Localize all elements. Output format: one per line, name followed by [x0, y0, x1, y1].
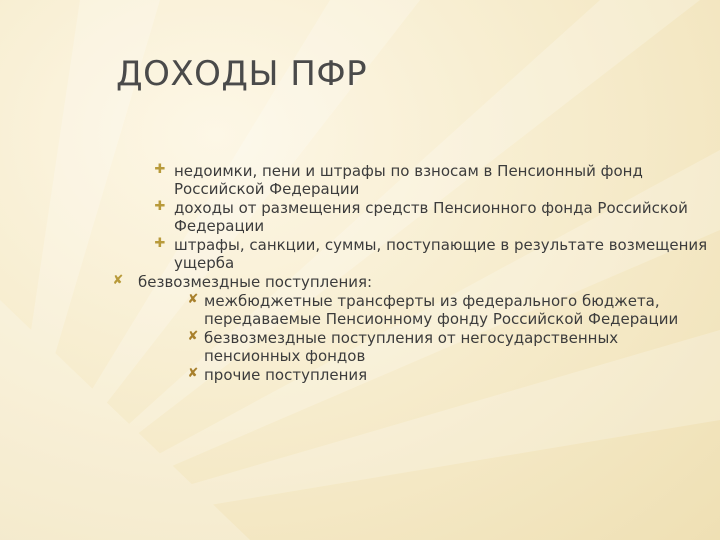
- income-list-level1: [108, 273, 708, 291]
- list-item-text: безвозмездные поступления:: [138, 273, 373, 291]
- list-item: [187, 292, 708, 328]
- list-item-text: штрафы, санкции, суммы, поступающие в результате возмещения ущерба: [174, 236, 708, 272]
- list-item: [154, 236, 708, 272]
- plus-icon: ✚: [154, 162, 166, 177]
- list-item-text: безвозмездные поступления от негосударственных пенсионных фондов: [204, 329, 619, 365]
- list-item: [154, 199, 708, 235]
- slide-title: ДОХОДЫ ПФР: [116, 54, 368, 94]
- list-item: [112, 273, 708, 291]
- cross-icon: ✘: [187, 292, 199, 307]
- list-item-text: прочие поступления: [204, 366, 368, 384]
- list-item: [187, 329, 708, 365]
- income-list-level2: [108, 162, 708, 272]
- income-list-level3: [108, 292, 708, 384]
- cross-icon: ✘: [187, 366, 199, 381]
- list-item-text: недоимки, пени и штрафы по взносам в Пенсионный фонд Российской Федерации: [174, 162, 643, 198]
- list-item-text: межбюджетные трансферты из федерального бюджета, передаваемые Пенсионному фонду Российской Федерации: [204, 292, 679, 328]
- plus-icon: ✚: [154, 236, 166, 251]
- slide-content: [108, 162, 708, 385]
- list-item: [187, 366, 708, 384]
- list-item: [154, 162, 708, 198]
- cross-icon: ✘: [187, 329, 199, 344]
- list-item-text: доходы от размещения средств Пенсионного фонда Российской Федерации: [174, 199, 688, 235]
- plus-icon: ✚: [154, 199, 166, 214]
- cross-icon: ✘: [112, 273, 124, 288]
